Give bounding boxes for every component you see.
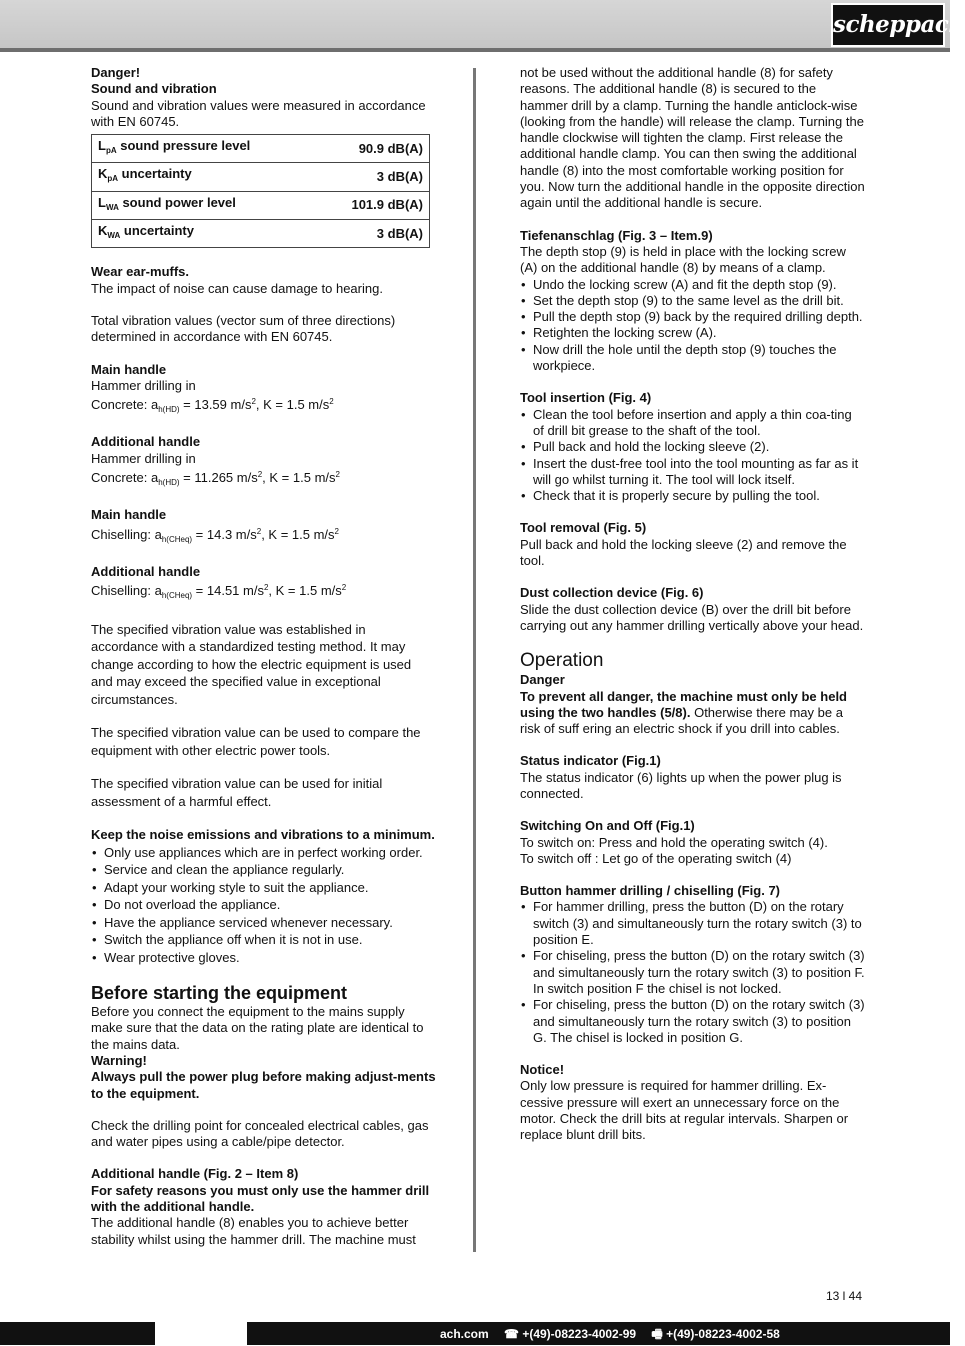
additional-handle-continued: not be used without the additional handle (8) for safety reasons. The additional handle (8) is secured to the hammer drill by a clamp. Turning the handle anticlock-wise (looking from the handle) will release the clamp. Turning the handle clockwise will tighten the clamp. First release the additional handle clamp. You can then swing the additional handle (8) into the most comfortable working position for you. Now turn the additional handle in the opposite direction again until the additional handle is secure. <box>520 65 865 211</box>
vib-additional-handle-title: Additional handle <box>91 434 201 450</box>
button-hammer-title: Button hammer drilling / chiselling (Fig. 7) <box>520 883 781 899</box>
dust-collection-title: Dust collection device (Fig. 6) <box>520 585 704 601</box>
earmuffs-text: The impact of noise can cause damage to hearing. <box>91 280 383 296</box>
vib-line: Hammer drilling in <box>91 377 196 393</box>
before-starting-heading: Before starting the equipment <box>91 983 348 1004</box>
sound-table <box>91 134 430 248</box>
left-column <box>91 65 436 1248</box>
row-label: sound power level <box>118 194 236 210</box>
list-item: • Set the depth stop (9) to the same level as the drill bit. <box>520 293 865 309</box>
spec-text-2: The specified vibration value can be used to compare the equipment with other electric power tools. <box>91 725 421 758</box>
depth-stop-title: Tiefenanschlag (Fig. 3 – Item.9) <box>520 227 713 243</box>
operation-danger-text: To prevent all danger, the machine must only be held using the two handles (5/8). Otherwise there may be a risk of suff ering an electric shock if you drill into cables. <box>520 688 847 737</box>
operation-danger-label: Danger <box>520 672 565 688</box>
row-value: 3 dB(A) <box>315 220 429 248</box>
notice-title: Notice! <box>520 1062 565 1078</box>
vib-main-handle-title: Main handle <box>91 361 167 377</box>
list-item: • For chiseling, press the button (D) on the rotary switch (3) and simultaneously turn the rotary switch (3) to position G. The chisel is locked in position G. <box>520 997 865 1046</box>
list-item: • Now drill the hole until the depth stop (9) touches the workpiece. <box>520 342 865 375</box>
table-row <box>92 135 430 163</box>
vib-additional-handle-title: Additional handle <box>91 563 201 579</box>
switching-title: Switching On and Off (Fig.1) <box>520 818 695 834</box>
list-item: • Switch the appliance off when it is not in use. <box>91 931 436 949</box>
before-starting-text: Before you connect the equipment to the mains supply make sure that the data on the rating plate are identical to the mains data. <box>91 1004 424 1052</box>
footer-contact <box>440 1325 792 1346</box>
list-item: • Insert the dust-free tool into the tool mounting as far as it will go whilst turning it. The tool will lock itself. <box>520 456 865 489</box>
additional-handle-bold: For safety reasons you must only use the hammer drill with the additional handle. <box>91 1182 430 1214</box>
row-value: 101.9 dB(A) <box>315 191 429 219</box>
vib-main-handle-title: Main handle <box>91 507 167 523</box>
row-label: sound pressure level <box>116 138 251 154</box>
list-item: • Have the appliance serviced whenever necessary. <box>91 914 436 932</box>
vib-value: Chiselling: $a_{h(CHeq)} = 14.3$ $m/s^2$, K = 1.5 $m/s^2$ <box>91 526 339 544</box>
row-value: 90.9 dB(A) <box>315 135 429 163</box>
spec-text-3: The specified vibration value can be used for initial assessment of a harmful effect. <box>91 776 383 809</box>
button-hammer-list <box>520 899 865 1046</box>
earmuffs-title: Wear ear-muffs. <box>91 264 190 280</box>
table-row <box>92 163 430 191</box>
list-item: • Retighten the locking screw (A). <box>520 325 865 341</box>
symbol: K <box>98 223 108 239</box>
tool-insertion-list <box>520 407 865 505</box>
list-item: • For hammer drilling, press the button (D) on the rotary switch (3) and simultaneously turn the rotary switch (3) to position E. <box>520 899 865 948</box>
page-number: 13 l 44 <box>826 1289 863 1303</box>
column-divider <box>473 68 476 1252</box>
row-label: uncertainty <box>118 166 192 182</box>
list-item: • Wear protective gloves. <box>91 949 436 967</box>
list-item: • Pull the depth stop (9) back by the required drilling depth. <box>520 309 865 325</box>
sound-vibration-text: Sound and vibration values were measured in accordance with EN 60745. <box>91 97 426 129</box>
footer-white-block <box>155 1322 247 1345</box>
list-item: • Do not overload the appliance. <box>91 896 436 914</box>
vib-line: Hammer drilling in <box>91 450 196 466</box>
additional-handle-text: The additional handle (8) enables you to achieve better stability whilst using the hammer drill. The machine must <box>91 1215 416 1247</box>
vib-value: Concrete: $a_{h(HD)} = 13.59$ $m/s^2$, K = 1.5 $m/s^2$ <box>91 397 334 415</box>
vib-value: Chiselling: $a_{h(CHeq)} = 14.51$ $m/s^2$, K = 1.5 $m/s^2$ <box>91 583 347 601</box>
switching-off-text: To switch off : Let go of the operating switch (4) <box>520 850 792 866</box>
depth-stop-text: The depth stop (9) is held in place with the locking screw (A) on the additional handle (8) by means of a clamp. <box>520 243 846 276</box>
dust-collection-text: Slide the dust collection device (B) over the drill bit before carrying out any hammer drilling vertically above your head. <box>520 601 864 633</box>
symbol: L <box>98 138 106 154</box>
footer-fax: 🖷 +(49)-08223-4002-58 <box>651 1327 780 1341</box>
additional-handle-title: Additional handle (Fig. 2 – Item 8) <box>91 1166 299 1182</box>
header-bar <box>0 0 950 48</box>
symbol-subscript: pA <box>105 146 117 156</box>
symbol-subscript: WA <box>105 202 119 212</box>
sound-vibration-title: Sound and vibration <box>91 81 217 97</box>
list-item: • Check that it is properly secure by pulling the tool. <box>520 488 865 504</box>
scheppach-logo: scheppach <box>831 3 945 47</box>
list-item: • Service and clean the appliance regularly. <box>91 861 436 879</box>
warning-text: Always pull the power plug before making adjust-ments to the equipment. <box>91 1069 436 1101</box>
list-item: • Only use appliances which are in perfect working order. <box>91 844 436 862</box>
operation-heading: Operation <box>520 650 604 672</box>
list-item: • Pull back and hold the locking sleeve (2). <box>520 439 865 455</box>
symbol: K <box>98 166 108 182</box>
vib-value: Concrete: $a_{h(HD)} = 11.265$ $m/s^2$, K = 1.5 $m/s^2$ <box>91 470 340 488</box>
switching-on-text: To switch on: Press and hold the operating switch (4). <box>520 834 828 850</box>
spec-text-1: The specified vibration value was established in accordance with a standardized testing method. It may change according to how the electric equipment is used and may exceed the specified value in exceptional circumstances. <box>91 621 412 707</box>
symbol-subscript: WA <box>107 231 121 241</box>
symbol-subscript: pA <box>107 174 119 184</box>
footer-phone: ☎ +(49)-08223-4002-99 <box>504 1327 637 1341</box>
danger-label: Danger! <box>91 65 141 80</box>
right-column <box>520 65 865 1144</box>
status-indicator-text: The status indicator (6) lights up when the power plug is connected. <box>520 769 842 801</box>
header-divider <box>0 48 950 52</box>
total-vibration-text: Total vibration values (vector sum of three directions) determined in accordance with EN 60745. <box>91 312 396 345</box>
warning-label: Warning! <box>91 1052 147 1068</box>
depth-stop-list <box>520 277 865 375</box>
notice-text: Only low pressure is required for hammer drilling. Ex-cessive pressure will exert an unnecessary force on the motor. Check the drill bits at regular intervals. Sharpen or replace blunt drill bits. <box>520 1078 849 1143</box>
tool-removal-text: Pull back and hold the locking sleeve (2) and remove the tool. <box>520 536 847 569</box>
row-value: 3 dB(A) <box>315 163 429 191</box>
status-indicator-title: Status indicator (Fig.1) <box>520 753 661 769</box>
row-label: uncertainty <box>120 223 194 239</box>
table-row <box>92 220 430 248</box>
list-item: • Adapt your working style to suit the appliance. <box>91 879 436 897</box>
list-item: • Undo the locking screw (A) and fit the depth stop (9). <box>520 277 865 293</box>
keep-minimum-list <box>91 844 436 967</box>
keep-minimum-title: Keep the noise emissions and vibrations to a minimum. <box>91 827 435 843</box>
tool-insertion-title: Tool insertion (Fig. 4) <box>520 390 652 406</box>
tool-removal-title: Tool removal (Fig. 5) <box>520 520 647 536</box>
table-row <box>92 191 430 219</box>
check-drilling-text: Check the drilling point for concealed electrical cables, gas and water pipes using a cable/pipe detector. <box>91 1117 429 1150</box>
symbol: L <box>98 194 106 210</box>
footer-web: ach.com <box>440 1327 489 1341</box>
list-item: • For chiseling, press the button (D) on the rotary switch (3) and simultaneously turn the rotary switch (3) to position F. In switch position F the chisel is not locked. <box>520 948 865 997</box>
list-item: • Clean the tool before insertion and apply a thin coa-ting of drill bit grease to the shaft of the tool. <box>520 407 865 440</box>
